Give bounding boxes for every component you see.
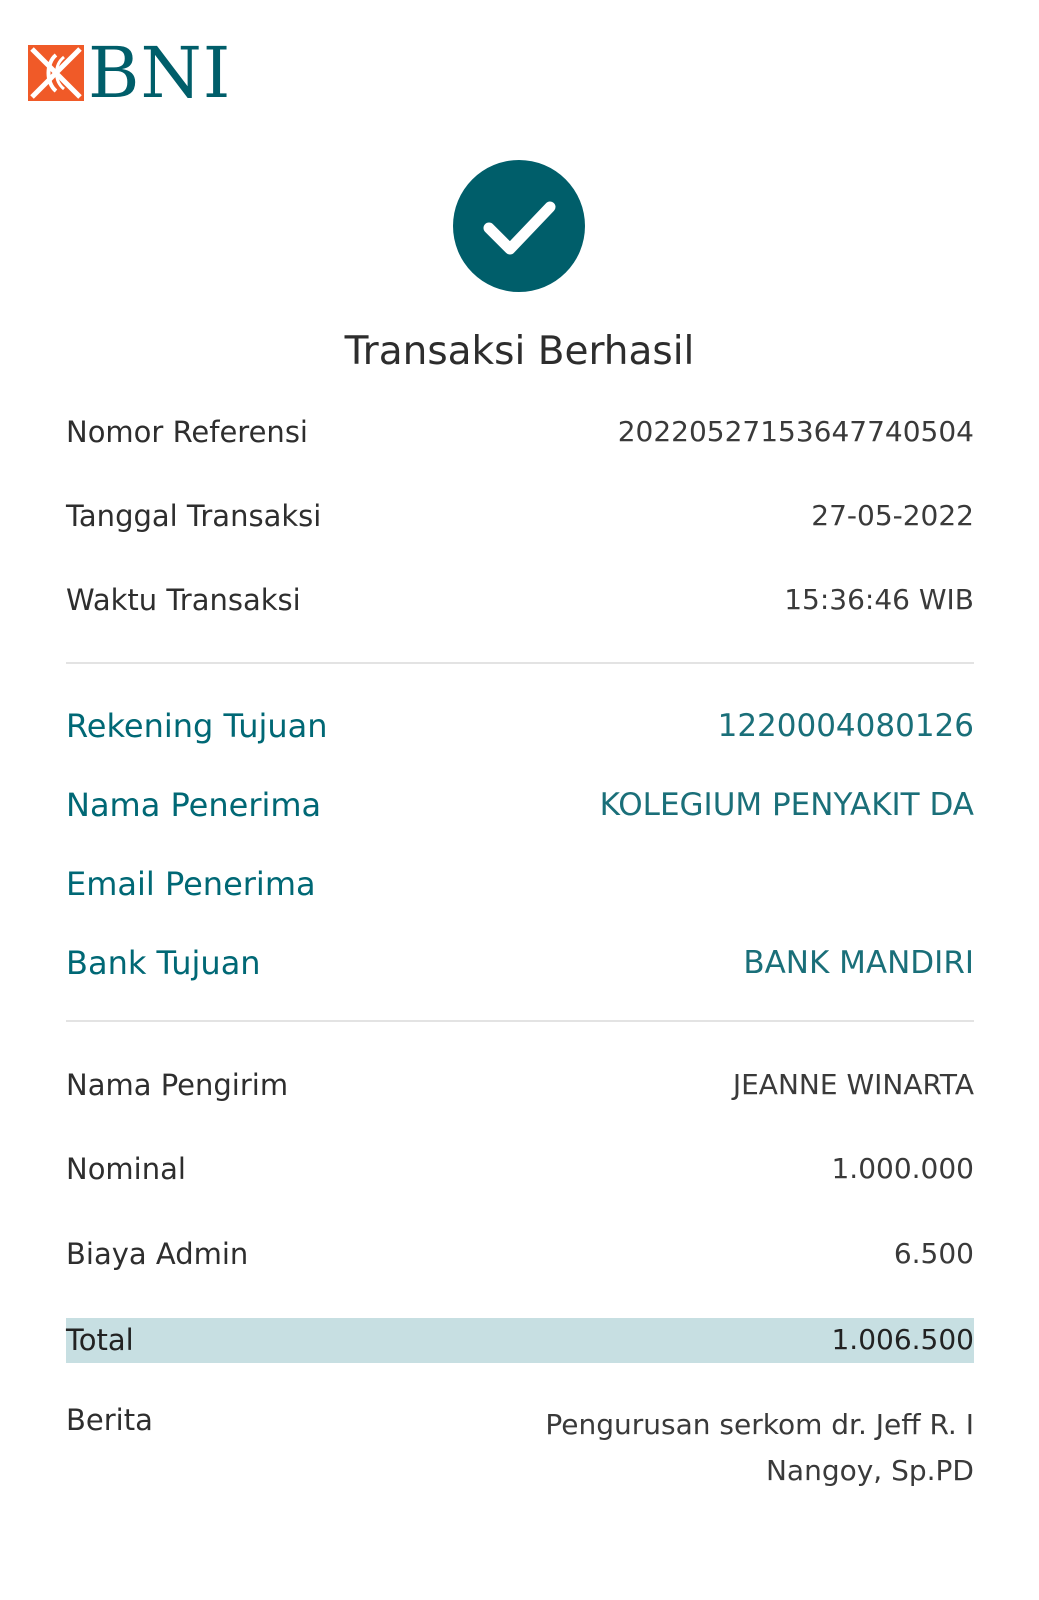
row-total [66, 1322, 974, 1358]
check-circle-icon [453, 160, 585, 292]
row-message [66, 1402, 974, 1494]
message-line: Pengurusan serkom dr. Jeff R. I [545, 1408, 974, 1441]
nominal-label: Nominal [66, 1152, 186, 1186]
total-value: 1.006.500 [831, 1323, 974, 1356]
reference-value: 20220527153647740504 [617, 415, 974, 448]
message-line: Nangoy, Sp.PD [765, 1454, 974, 1487]
account-value: 1220004080126 [717, 708, 974, 744]
row-date [66, 498, 974, 534]
row-recipient-email [66, 864, 974, 904]
date-label: Tanggal Transaksi [66, 499, 322, 533]
reference-label: Nomor Referensi [66, 415, 308, 449]
recipient-name-value: KOLEGIUM PENYAKIT DA [599, 787, 974, 823]
row-time [66, 582, 974, 618]
account-label: Rekening Tujuan [66, 707, 328, 745]
status-title: Transaksi Berhasil [344, 329, 695, 374]
nominal-value: 1.000.000 [831, 1152, 974, 1185]
brand-name: BNI [88, 32, 232, 114]
row-account [66, 706, 974, 746]
row-fee [66, 1236, 974, 1272]
message-label: Berita [66, 1403, 153, 1437]
recipient-email-label: Email Penerima [66, 865, 316, 903]
message-value [454, 1402, 974, 1494]
fee-value: 6.500 [893, 1237, 974, 1270]
date-value: 27-05-2022 [811, 499, 974, 532]
row-nominal [66, 1151, 974, 1187]
fee-label: Biaya Admin [66, 1237, 249, 1271]
row-reference [66, 414, 974, 450]
bni-emblem-icon [28, 45, 84, 101]
bank-label: Bank Tujuan [66, 944, 261, 982]
bni-logo [28, 32, 232, 114]
row-bank [66, 943, 974, 983]
sender-label: Nama Pengirim [66, 1068, 289, 1102]
row-sender [66, 1067, 974, 1103]
row-recipient-name [66, 785, 974, 825]
total-label: Total [66, 1323, 134, 1357]
divider [66, 662, 974, 664]
bank-value: BANK MANDIRI [743, 945, 974, 981]
sender-value: JEANNE WINARTA [732, 1068, 974, 1101]
time-label: Waktu Transaksi [66, 583, 301, 617]
recipient-name-label: Nama Penerima [66, 786, 322, 824]
divider [66, 1020, 974, 1022]
time-value: 15:36:46 WIB [784, 583, 974, 616]
